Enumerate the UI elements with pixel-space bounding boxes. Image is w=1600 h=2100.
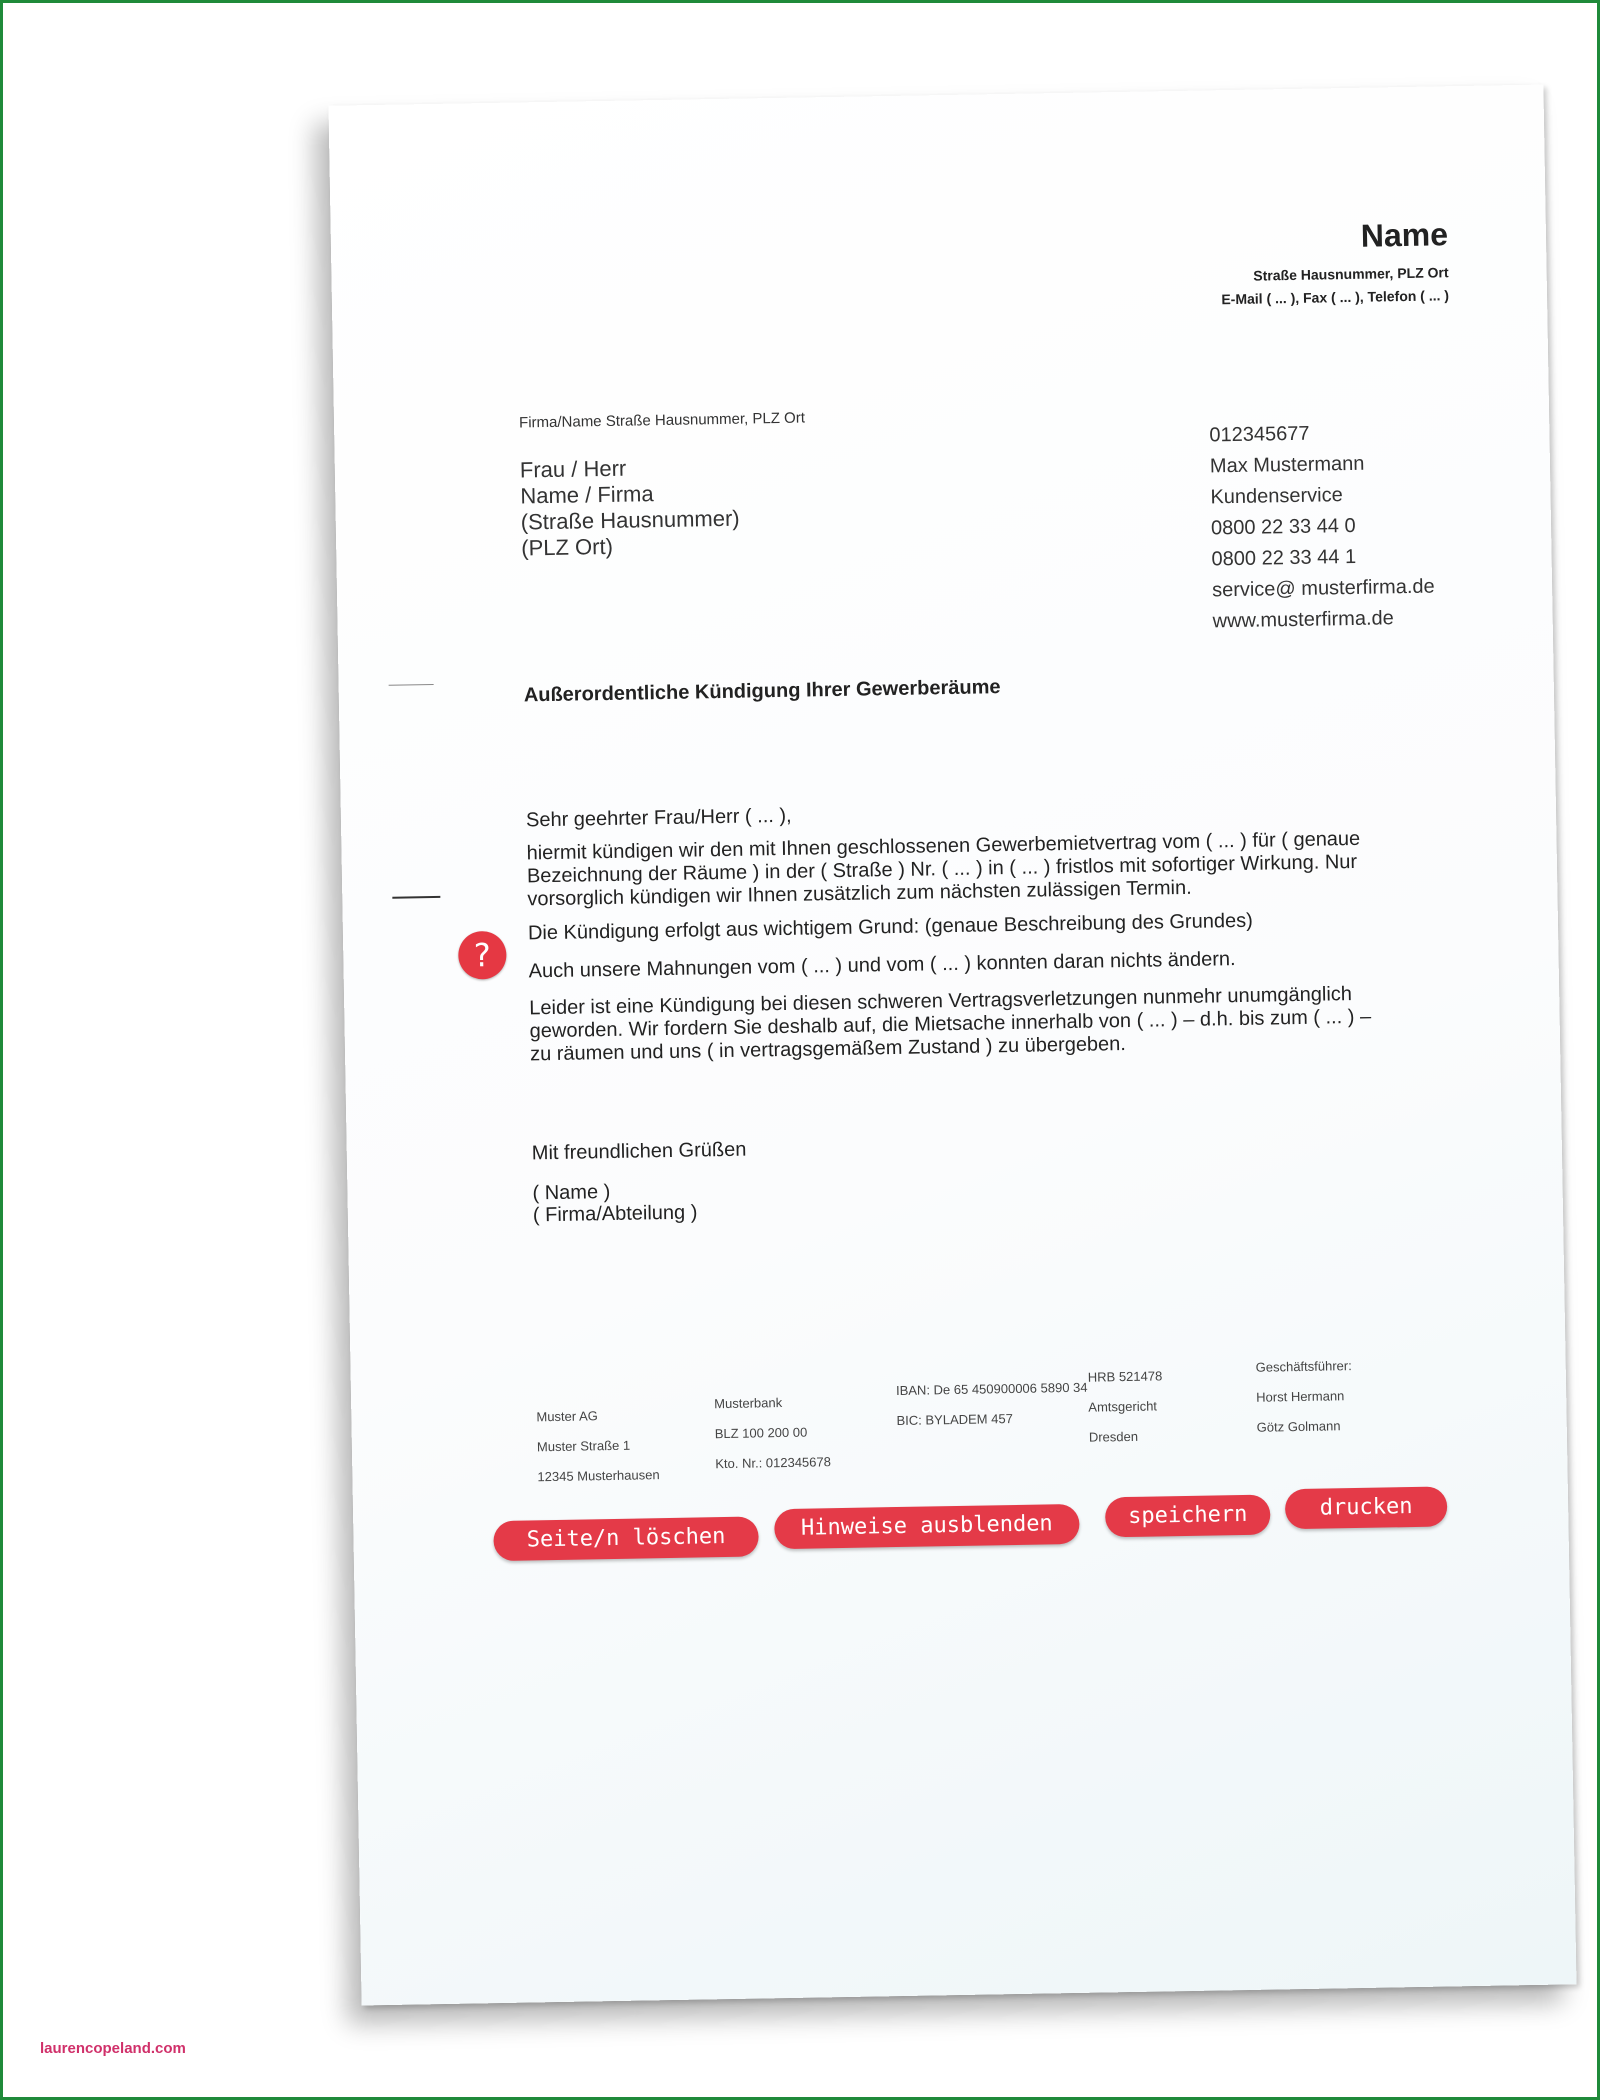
contact-line: 0800 22 33 44 1 xyxy=(1211,545,1357,571)
punch-mark xyxy=(392,896,440,899)
print-button[interactable]: drucken xyxy=(1285,1486,1448,1529)
footer-bank xyxy=(714,1387,831,1479)
footer-line: 12345 Musterhausen xyxy=(537,1467,660,1485)
hide-hints-button[interactable]: Hinweise ausblenden xyxy=(774,1504,1080,1549)
footer-iban xyxy=(896,1373,1089,1436)
contact-line: Max Mustermann xyxy=(1209,452,1365,478)
fold-mark xyxy=(389,684,434,686)
return-address: Firma/Name Straße Hausnummer, PLZ Ort xyxy=(518,409,806,432)
contact-line: service@ musterfirma.de xyxy=(1211,575,1435,602)
footer-line: Amtsgericht xyxy=(1088,1398,1158,1415)
recipient-line: Name / Firma xyxy=(520,481,654,509)
footer-line: Muster Straße 1 xyxy=(536,1437,631,1455)
paragraph: Leider ist eine Kündigung bei diesen schweren Vertragsverletzungen nunmehr unumgänglich geworden. Wir fordern Sie deshalb auf, die Mietsache innerhalb von ( ... ) – d.h. bis zum ( ... ) – zu räumen und uns ( in vertragsgemäßem Zustand ) zu übergeben. xyxy=(529,983,1372,1066)
recipient-line: Frau / Herr xyxy=(519,455,627,483)
footer-line: HRB 521478 xyxy=(1087,1368,1163,1385)
sender-name: Name xyxy=(1360,216,1449,254)
footer-line: IBAN: De 65 450900006 5890 34 xyxy=(895,1379,1088,1399)
save-button[interactable]: speichern xyxy=(1105,1495,1271,1538)
footer-line: Geschäftsführer: xyxy=(1255,1358,1352,1375)
sender-contact: E-Mail ( ... ), Fax ( ... ), Telefon ( ... ) xyxy=(1221,287,1450,308)
recipient-address xyxy=(520,454,741,562)
signature-department: ( Firma/Abteilung ) xyxy=(532,1201,698,1227)
delete-pages-button[interactable]: Seite/n löschen xyxy=(493,1516,759,1561)
footer-management xyxy=(1255,1351,1353,1443)
help-icon[interactable]: ? xyxy=(458,931,507,980)
footer-line: BLZ 100 200 00 xyxy=(714,1424,808,1442)
signature-name: ( Name ) xyxy=(532,1180,611,1205)
footer-line: Kto. Nr.: 012345678 xyxy=(715,1454,832,1472)
footer-line: Musterbank xyxy=(714,1395,783,1412)
contact-block xyxy=(1209,417,1435,638)
sender-address: Straße Hausnummer, PLZ Ort xyxy=(1253,264,1449,284)
watermark: laurencopeland.com xyxy=(40,2040,186,2057)
paragraph: Die Kündigung erfolgt aus wichtigem Grund: (genaue Beschreibung des Grundes) xyxy=(527,909,1253,945)
letter-subject: Außerordentliche Kündigung Ihrer Gewerberäume xyxy=(523,676,1001,707)
footer-line: Götz Golmann xyxy=(1256,1418,1341,1435)
footer-register xyxy=(1088,1361,1164,1452)
closing: Mit freundlichen Grüßen xyxy=(531,1138,747,1165)
salutation: Sehr geehrter Frau/Herr ( ... ), xyxy=(525,804,792,832)
footer-line: Dresden xyxy=(1088,1428,1139,1445)
contact-line: Kundenservice xyxy=(1210,484,1343,509)
footer-company xyxy=(536,1400,660,1492)
recipient-line: (PLZ Ort) xyxy=(521,533,614,561)
contact-line: 0800 22 33 44 0 xyxy=(1210,514,1356,540)
paragraph: Auch unsere Mahnungen vom ( ... ) und vom ( ... ) konnten daran nichts ändern. xyxy=(528,948,1236,983)
footer-line: Muster AG xyxy=(536,1408,598,1425)
footer-line: BIC: BYLADEM 457 xyxy=(896,1411,1013,1429)
recipient-line: (Straße Hausnummer) xyxy=(520,505,740,535)
contact-line: www.musterfirma.de xyxy=(1212,607,1394,633)
letter-page xyxy=(329,85,1577,2006)
contact-line: 012345677 xyxy=(1209,422,1310,447)
footer-line: Horst Hermann xyxy=(1256,1388,1345,1405)
paragraph: hiermit kündigen wir den mit Ihnen geschlossenen Gewerbemietvertrag vom ( ... ) für ( genaue Bezeichnung der Räume ) in der ( Straße ) Nr. ( ... ) in ( ... ) fristlos mit sofortiger Wirkung. Nur vorsorglich kündigen wir Ihnen zusätzlich zum nächsten zulässigen Termin. xyxy=(526,827,1361,911)
